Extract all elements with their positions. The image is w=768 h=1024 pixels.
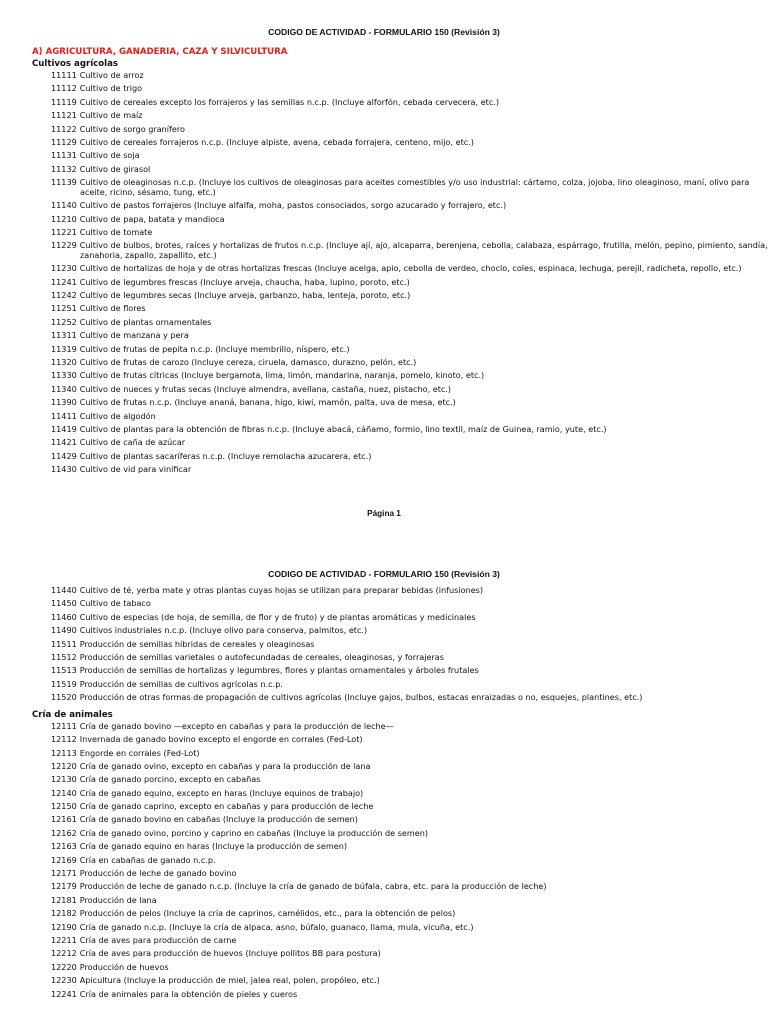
activity-code: 11119 xyxy=(51,96,77,107)
list-item xyxy=(0,201,768,211)
activity-code: 11111 xyxy=(51,70,77,80)
activity-description: Cultivo de legumbres secas (Incluye arveja, garbanzo, haba, lenteja, poroto, etc.) xyxy=(79,290,411,301)
activity-description: Cría de ganado bovino en cabañas (Incluye la producción de semen) xyxy=(79,814,358,825)
list-item xyxy=(0,138,768,148)
activity-description: Engorde en corrales (Fed-Lot) xyxy=(79,747,200,758)
activity-code: 12112 xyxy=(51,734,77,745)
activity-description: Cultivo de algodón xyxy=(79,410,156,421)
activity-code: 12162 xyxy=(51,827,77,838)
activity-description: Cultivo de frutas de carozo (Incluye cereza, ciruela, damasco, durazno, pelón, etc.) xyxy=(79,357,417,367)
activity-description: Cultivo de tabaco xyxy=(79,598,151,609)
activity-description: Cría de ganado equino, excepto en haras (Incluye equinos de trabajo) xyxy=(79,787,364,798)
activity-code: 12140 xyxy=(51,787,77,798)
activity-description: Cultivo de flores xyxy=(79,303,146,314)
activity-description: Cultivo de caña de azúcar xyxy=(79,437,186,448)
group-heading: Cultivos agrícolas xyxy=(32,59,119,69)
list-item xyxy=(0,909,768,919)
activity-code: 11241 xyxy=(51,276,77,287)
list-item xyxy=(0,693,768,703)
activity-code: 12161 xyxy=(51,814,77,825)
group-heading: Cría de animales xyxy=(32,709,113,720)
list-item xyxy=(0,278,768,288)
activity-code: 11460 xyxy=(51,611,77,622)
list-item xyxy=(0,949,768,959)
activity-description: Producción de leche de ganado n.c.p. (Incluye la cría de ganado de búfala, cabra, etc. para la producción de leche) xyxy=(79,881,547,892)
activity-code: 11320 xyxy=(51,357,77,367)
activity-description: Cultivo de soja xyxy=(79,150,140,161)
activity-description: Cultivo de trigo xyxy=(79,83,143,94)
activity-code: 12212 xyxy=(51,948,77,959)
list-item xyxy=(0,749,768,759)
list-item xyxy=(0,599,768,609)
section-heading: A) AGRICULTURA, GANADERIA, CAZA Y SILVICULTURA xyxy=(32,47,288,57)
list-item xyxy=(0,264,768,274)
activity-description: Cultivo de arroz xyxy=(79,70,144,80)
document-title: CODIGO DE ACTIVIDAD - FORMULARIO 150 (Revisión 3) xyxy=(268,569,500,579)
list-item xyxy=(0,452,768,462)
list-item xyxy=(0,291,768,301)
list-item xyxy=(0,762,768,772)
activity-description: Cría de aves para producción de carne xyxy=(79,934,237,945)
list-item xyxy=(0,178,768,197)
activity-code: 12190 xyxy=(51,921,77,932)
activity-code: 11430 xyxy=(51,464,77,475)
activity-description: Cultivo de frutas de pepita n.c.p. (Incluye membrillo, níspero, etc.) xyxy=(79,343,350,354)
activity-code: 11210 xyxy=(51,213,77,224)
activity-description: Cultivo de vid para vinificar xyxy=(79,464,192,475)
activity-code: 11139 xyxy=(51,177,77,188)
activity-code: 12120 xyxy=(51,760,77,771)
document-title: CODIGO DE ACTIVIDAD - FORMULARIO 150 (Revisión 3) xyxy=(268,27,500,37)
activity-code: 11490 xyxy=(51,625,77,636)
activity-list xyxy=(0,71,768,475)
activity-description: Cultivo de maíz xyxy=(79,110,143,121)
activity-code: 11229 xyxy=(51,240,77,251)
list-item xyxy=(0,653,768,663)
list-item xyxy=(0,98,768,108)
activity-description: Producción de otras formas de propagación de cultivos agrícolas (Incluye gajos, bulbos, estacas enraizadas o no, esquejes, plantines, etc.) xyxy=(79,692,643,703)
activity-code: 12111 xyxy=(51,720,77,731)
activity-code: 12130 xyxy=(51,774,77,785)
activity-code: 11520 xyxy=(51,692,77,703)
list-item xyxy=(0,111,768,121)
list-item xyxy=(0,640,768,650)
list-item xyxy=(0,125,768,135)
activity-code: 12220 xyxy=(51,961,77,972)
activity-description: Invernada de ganado bovino excepto el engorde en corrales (Fed-Lot) xyxy=(79,734,363,745)
activity-code: 11340 xyxy=(51,383,77,394)
activity-code: 11511 xyxy=(51,638,77,649)
activity-code: 11251 xyxy=(51,303,77,314)
list-item xyxy=(0,963,768,973)
activity-description: Cría de ganado n.c.p. (Incluye la cría de alpaca, asno, búfalo, guanaco, llama, mula, vicuña, etc.) xyxy=(79,921,474,932)
activity-code: 11129 xyxy=(51,136,77,147)
list-item xyxy=(0,722,768,732)
activity-description: Cultivo de oleaginosas n.c.p. (Incluye los cultivos de oleaginosas para aceites comestibles y/o uso industrial: cártamo, colza, jojoba, lino oleaginoso, maní, olivo para aceite, ricino, sésamo, tung, etc.) xyxy=(79,177,750,197)
activity-code: 12113 xyxy=(51,747,77,758)
activity-description: Cría de ganado bovino —excepto en cabañas y para la producción de leche— xyxy=(79,720,394,731)
activity-description: Producción de leche de ganado bovino xyxy=(79,868,237,879)
activity-description: Apicultura (Incluye la producción de miel, jalea real, polen, propóleo, etc.) xyxy=(79,975,380,986)
activity-code: 12211 xyxy=(51,934,77,945)
activity-description: Cultivo de pastos forrajeros (Incluye alfalfa, moha, pastos consociados, sorgo azucarado y forrajero, etc.) xyxy=(79,200,507,211)
list-item xyxy=(0,896,768,906)
activity-description: Producción de semillas varietales o autofecundadas de cereales, oleaginosas, y forrajeras xyxy=(79,651,444,662)
activity-code: 12150 xyxy=(51,801,77,812)
activity-description: Producción de huevos xyxy=(79,961,169,972)
activity-description: Producción de semillas de cultivos agrícolas n.c.p. xyxy=(79,678,283,689)
activity-description: Cultivo de hortalizas de hoja y de otras hortalizas frescas (Incluye acelga, apio, cebolla de verdeo, choclo, coles, espinaca, lechuga, perejil, radicheta, repollo, etc.) xyxy=(79,263,742,274)
activity-code: 11390 xyxy=(51,397,77,408)
list-item xyxy=(0,990,768,1000)
activity-description: Producción de semillas de hortalizas y legumbres, flores y plantas ornamentales y árboles frutales xyxy=(79,665,479,676)
list-item xyxy=(0,976,768,986)
activity-description: Cultivo de legumbres frescas (Incluye arveja, chaucha, haba, lupino, poroto, etc.) xyxy=(79,276,410,287)
list-item xyxy=(0,815,768,825)
list-item xyxy=(0,842,768,852)
list-item xyxy=(0,215,768,225)
list-item xyxy=(0,371,768,381)
activity-code: 11440 xyxy=(51,585,77,595)
list-item xyxy=(0,71,768,81)
list-item xyxy=(0,425,768,435)
activity-description: Cultivo de frutas cítricas (Incluye bergamota, lima, limón, mandarina, naranja, pomelo, kinoto, etc.) xyxy=(79,370,485,381)
activity-description: Cultivo de papa, batata y mandioca xyxy=(79,213,225,224)
activity-code: 11429 xyxy=(51,450,77,461)
list-item xyxy=(0,882,768,892)
activity-code: 11319 xyxy=(51,343,77,354)
activity-list xyxy=(0,722,768,999)
activity-code: 11131 xyxy=(51,150,77,161)
activity-code: 11519 xyxy=(51,678,77,689)
activity-code: 11121 xyxy=(51,110,77,121)
activity-description: Cultivos industriales n.c.p. (Incluye olivo para conserva, palmitos, etc.) xyxy=(79,625,368,636)
activity-code: 12163 xyxy=(51,841,77,852)
page-number: Página 1 xyxy=(367,509,401,518)
activity-description: Cultivo de manzana y pera xyxy=(79,330,189,341)
list-item xyxy=(0,385,768,395)
activity-code: 11122 xyxy=(51,123,77,134)
list-item xyxy=(0,869,768,879)
activity-code: 12230 xyxy=(51,975,77,986)
activity-description: Cría en cabañas de ganado n.c.p. xyxy=(79,854,216,865)
list-item xyxy=(0,465,768,475)
list-item xyxy=(0,345,768,355)
list-item xyxy=(0,151,768,161)
activity-description: Cría de aves para producción de huevos (Incluye pollitos BB para postura) xyxy=(79,948,381,959)
list-item xyxy=(0,666,768,676)
activity-description: Producción de pelos (Incluye la cría de caprinos, camélidos, etc., para la obtención de pelos) xyxy=(79,908,456,919)
list-item xyxy=(0,802,768,812)
activity-code: 12182 xyxy=(51,908,77,919)
activity-code: 11421 xyxy=(51,437,77,448)
activity-description: Cultivo de bulbos, brotes, raíces y hortalizas de frutos n.c.p. (Incluye ají, ajo, alcaparra, berenjena, cebolla, calabaza, espárrago, frutilla, melón, pepino, pimiento, sandía, zanahoria, zapallo, zapallito, etc.) xyxy=(79,240,768,260)
activity-description: Cría de ganado ovino, porcino y caprino en cabañas (Incluye la producción de semen) xyxy=(79,827,429,838)
activity-code: 12169 xyxy=(51,854,77,865)
list-item xyxy=(0,856,768,866)
activity-description: Cultivo de té, yerba mate y otras plantas cuyas hojas se utilizan para preparar bebidas (infusiones) xyxy=(79,585,484,595)
activity-description: Cría de ganado porcino, excepto en cabañas xyxy=(79,774,261,785)
list-item xyxy=(0,936,768,946)
list-item xyxy=(0,923,768,933)
list-item xyxy=(0,241,768,260)
list-item xyxy=(0,228,768,238)
activity-description: Cultivo de plantas ornamentales xyxy=(79,316,212,327)
activity-code: 11242 xyxy=(51,290,77,301)
activity-code: 11512 xyxy=(51,651,77,662)
page-1-footer xyxy=(0,508,768,520)
activity-code: 11311 xyxy=(51,330,77,341)
activity-code: 11140 xyxy=(51,200,77,211)
list-item xyxy=(0,412,768,422)
list-item xyxy=(0,165,768,175)
list-item xyxy=(0,398,768,408)
activity-description: Cultivo de cereales excepto los forrajeros y las semillas n.c.p. (Incluye alforfón, cebada cervecera, etc.) xyxy=(79,96,500,107)
activity-code: 11132 xyxy=(51,163,77,174)
activity-code: 11221 xyxy=(51,226,77,237)
list-item xyxy=(0,613,768,623)
activity-description: Cultivo de especias (de hoja, de semilla, de flor y de fruto) y de plantas aromáticas y medicinales xyxy=(79,611,476,622)
page-1 xyxy=(0,26,768,479)
activity-description: Cultivo de sorgo granífero xyxy=(79,123,185,134)
activity-description: Producción de semillas híbridas de cereales y oleaginosas xyxy=(79,638,315,649)
page-2 xyxy=(0,568,768,1003)
activity-code: 12241 xyxy=(51,988,77,999)
activity-description: Cría de ganado equino en haras (Incluye la producción de semen) xyxy=(79,841,348,852)
activity-description: Cría de ganado ovino, excepto en cabañas y para la producción de lana xyxy=(79,760,371,771)
list-item xyxy=(0,331,768,341)
list-item xyxy=(0,84,768,94)
activity-description: Cría de animales para la obtención de pieles y cueros xyxy=(79,988,298,999)
activity-description: Cultivo de tomate xyxy=(79,226,153,237)
list-item xyxy=(0,680,768,690)
activity-code: 12179 xyxy=(51,881,77,892)
activity-description: Cría de ganado caprino, excepto en cabañas y para producción de leche xyxy=(79,801,374,812)
activity-code: 12181 xyxy=(51,894,77,905)
activity-description: Producción de lana xyxy=(79,894,157,905)
activity-code: 11411 xyxy=(51,410,77,421)
activity-code: 11230 xyxy=(51,263,77,274)
activity-description: Cultivo de plantas para la obtención de fibras n.c.p. (Incluye abacá, cáñamo, formio, lino textil, maíz de Guinea, ramio, yute, etc.) xyxy=(79,423,607,434)
list-item xyxy=(0,626,768,636)
activity-code: 11330 xyxy=(51,370,77,381)
activity-list xyxy=(0,586,768,703)
list-item xyxy=(0,829,768,839)
activity-description: Cultivo de nueces y frutas secas (Incluye almendra, avellana, castaña, nuez, pistacho, etc.) xyxy=(79,383,452,394)
activity-description: Cultivo de girasol xyxy=(79,163,151,174)
list-item xyxy=(0,789,768,799)
activity-description: Cultivo de frutas n.c.p. (Incluye ananá, banana, higo, kiwi, mamón, palta, uva de mesa, etc.) xyxy=(79,397,456,408)
list-item xyxy=(0,358,768,368)
list-item xyxy=(0,318,768,328)
activity-description: Cultivo de plantas sacaríferas n.c.p. (Incluye remolacha azucarera, etc.) xyxy=(79,450,372,461)
activity-code: 11450 xyxy=(51,598,77,609)
list-item xyxy=(0,304,768,314)
activity-code: 11252 xyxy=(51,316,77,327)
activity-description: Cultivo de cereales forrajeros n.c.p. (Incluye alpiste, avena, cebada forrajera, centeno, mijo, etc.) xyxy=(79,136,474,147)
list-item xyxy=(0,735,768,745)
list-item xyxy=(0,438,768,448)
activity-code: 11112 xyxy=(51,83,77,94)
activity-code: 11419 xyxy=(51,423,77,434)
list-item xyxy=(0,775,768,785)
activity-code: 11513 xyxy=(51,665,77,676)
activity-code: 12171 xyxy=(51,868,77,879)
list-item xyxy=(0,586,768,596)
